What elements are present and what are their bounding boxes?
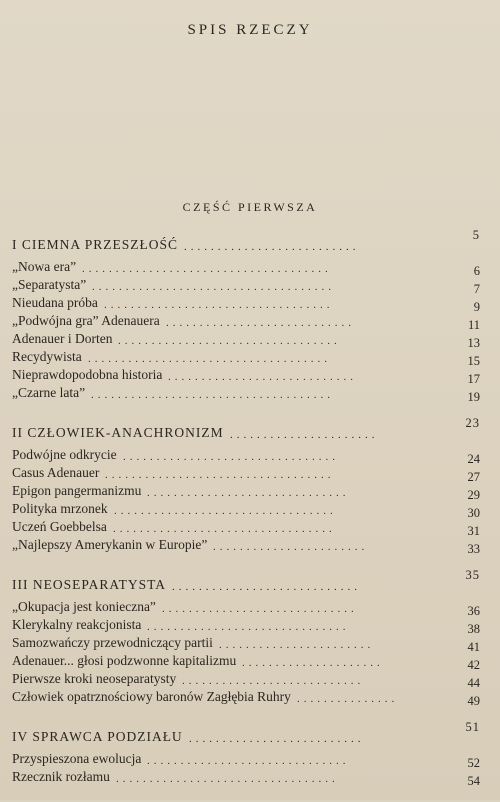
toc-entry-page-number: 29 (467, 488, 480, 502)
toc-heading-page-number: 23 (465, 416, 480, 430)
toc-entry-label: Przyspieszona ewolucja (12, 751, 142, 766)
toc-entry-label: Samozwańczy przewodniczący partii (12, 635, 213, 650)
toc-entry-page-number: 54 (467, 774, 480, 788)
toc-entry-page-number: 11 (467, 318, 480, 332)
dot-leader: ................................. (113, 523, 336, 535)
toc-section (12, 418, 492, 554)
toc-entry (12, 258, 492, 276)
dot-leader: ....................... (213, 541, 369, 553)
toc-entry-label: Adenauer i Dorten (12, 331, 113, 346)
toc-section (12, 230, 492, 402)
dot-leader: .................................... (88, 353, 331, 365)
dot-leader: ...................... (230, 429, 379, 441)
toc-heading (12, 230, 492, 252)
toc-entry (12, 276, 492, 294)
toc-heading-page-number: 35 (465, 568, 480, 582)
toc-entry (12, 634, 492, 652)
toc-entry (12, 366, 492, 384)
toc-entry-page-number: 31 (467, 524, 480, 538)
toc-entry (12, 384, 492, 402)
toc-entry-page-number: 17 (467, 372, 480, 386)
toc-entry (12, 670, 492, 688)
toc-entry-label: Nieudana próba (12, 295, 98, 310)
dot-leader: ............................ (166, 317, 355, 329)
toc-entry (12, 482, 492, 500)
dot-leader: .............................. (147, 621, 350, 633)
toc-entry (12, 536, 492, 554)
dot-leader: .......................... (189, 733, 365, 745)
toc-entry-page-number: 41 (467, 640, 480, 654)
toc-entry-label: Casus Adenauer (12, 465, 100, 480)
toc-entry-page-number: 24 (467, 452, 480, 466)
toc-entry-page-number: 52 (467, 756, 480, 770)
toc-heading-label: IV SPRAWCA PODZIAŁU (12, 729, 183, 744)
table-of-contents (12, 230, 492, 802)
toc-heading (12, 722, 492, 744)
toc-heading (12, 570, 492, 592)
dot-leader: ..................... (242, 657, 384, 669)
toc-entry-page-number: 9 (473, 300, 480, 314)
toc-entry-label: Polityka mrzonek (12, 501, 108, 516)
dot-leader: .............................. (147, 755, 350, 767)
dot-leader: .......................... (184, 241, 360, 253)
toc-heading-label: II CZŁOWIEK-ANACHRONIZM (12, 425, 224, 440)
dot-leader: ....................... (219, 639, 375, 651)
dot-leader: ............................ (168, 371, 357, 383)
toc-entry-page-number: 19 (467, 390, 480, 404)
toc-entry-page-number: 30 (467, 506, 480, 520)
toc-entry-label: Klerykalny reakcjonista (12, 617, 142, 632)
toc-heading-page-number: 51 (465, 720, 480, 734)
toc-entry-label: Adenauer... głosi podzwonne kapitalizmu (12, 653, 237, 668)
toc-entry (12, 652, 492, 670)
toc-entry-page-number: 6 (473, 264, 480, 278)
toc-section (12, 722, 492, 786)
toc-entry-label: „Separatysta” (12, 277, 87, 292)
toc-entry-page-number: 38 (467, 622, 480, 636)
toc-entry (12, 446, 492, 464)
toc-entry-label: „Najlepszy Amerykanin w Europie” (12, 537, 208, 552)
toc-entry-label: „Nowa era” (12, 259, 77, 274)
toc-entry (12, 464, 492, 482)
dot-leader: ............... (297, 693, 399, 705)
toc-heading-page-number: 5 (472, 228, 480, 242)
dot-leader: .................................. (105, 469, 335, 481)
toc-section (12, 570, 492, 706)
toc-entry-page-number: 33 (467, 542, 480, 556)
toc-entry (12, 688, 492, 706)
dot-leader: .............................. (147, 487, 350, 499)
toc-entry (12, 500, 492, 518)
toc-entry-label: „Okupacja jest konieczna” (12, 599, 156, 614)
page-title: SPIS RZECZY (187, 22, 313, 38)
toc-entry-page-number: 42 (467, 658, 480, 672)
toc-entry-label: Uczeń Goebbelsa (12, 519, 107, 534)
toc-entry-page-number: 27 (467, 470, 480, 484)
toc-entry-page-number: 13 (467, 336, 480, 350)
dot-leader: ............................ (172, 581, 361, 593)
toc-heading-label: I CIEMNA PRZESZŁOŚĆ (12, 237, 179, 252)
toc-entry-page-number: 44 (467, 676, 480, 690)
part-title: CZĘŚĆ PIERWSZA (182, 200, 318, 214)
toc-entry (12, 330, 492, 348)
toc-entry-label: Epigon pangermanizmu (12, 483, 142, 498)
toc-entry-label: Nieprawdopodobna historia (12, 367, 163, 382)
toc-heading-label: III NEOSEPARATYSTA (12, 577, 167, 592)
toc-entry-page-number: 15 (467, 354, 480, 368)
toc-entry-label: „Czarne lata” (12, 385, 86, 400)
toc-entry-label: Podwójne odkrycie (12, 447, 117, 462)
dot-leader: .................................. (104, 299, 334, 311)
dot-leader: ................................. (116, 773, 339, 785)
dot-leader: .................................... (92, 281, 335, 293)
toc-entry-label: Rzecznik rozłamu (12, 769, 110, 784)
toc-entry (12, 616, 492, 634)
toc-entry-page-number: 7 (473, 282, 480, 296)
toc-entry-label: „Podwójna gra” Adenauera (12, 313, 160, 328)
dot-leader: ................................. (114, 505, 337, 517)
toc-entry-label: Pierwsze kroki neoseparatysty (12, 671, 177, 686)
toc-heading (12, 418, 492, 440)
dot-leader: .................................... (91, 389, 334, 401)
toc-entry (12, 750, 492, 768)
toc-entry (12, 518, 492, 536)
dot-leader: ................................ (123, 451, 339, 463)
dot-leader: ................................. (118, 335, 341, 347)
toc-entry (12, 312, 492, 330)
toc-entry (12, 598, 492, 616)
toc-entry (12, 768, 492, 786)
toc-entry-page-number: 36 (467, 604, 480, 618)
toc-entry (12, 294, 492, 312)
dot-leader: ............................. (162, 603, 358, 615)
toc-entry-label: Człowiek opatrznościowy baronów Zagłębia Ruhry (12, 689, 291, 704)
toc-entry-page-number: 49 (467, 694, 480, 708)
dot-leader: ........................... (182, 675, 365, 687)
dot-leader: ..................................... (82, 263, 332, 275)
toc-entry-label: Recydywista (12, 349, 82, 364)
toc-entry (12, 348, 492, 366)
